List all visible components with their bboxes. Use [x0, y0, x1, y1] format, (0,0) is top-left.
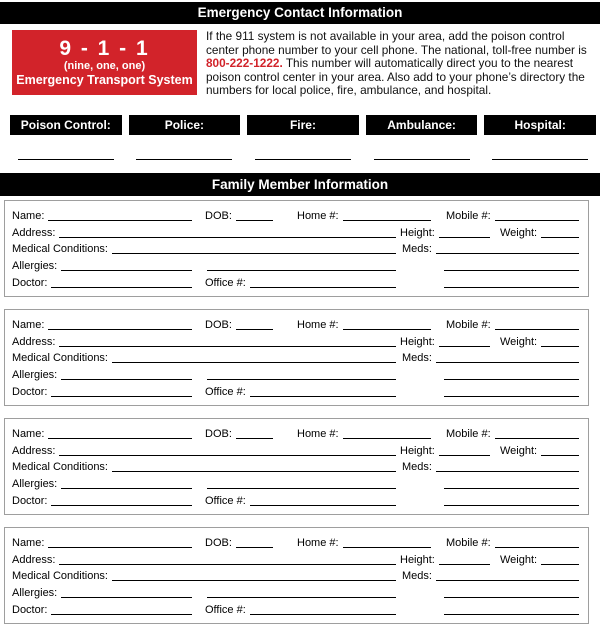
mobile-phone-label: Mobile #:	[446, 209, 491, 222]
doctor-field	[12, 604, 192, 617]
name-label: Name:	[12, 209, 45, 222]
weight-label: Weight:	[500, 444, 538, 457]
address-label: Address:	[12, 553, 56, 566]
address-field	[12, 227, 396, 240]
home-phone-label: Home #:	[297, 318, 339, 331]
meds-continuation-fill-line	[444, 487, 579, 489]
home-phone-label: Home #:	[297, 536, 339, 549]
medical-conditions-fill-line	[112, 579, 396, 581]
weight-fill-line	[541, 236, 579, 238]
allergies-field	[12, 260, 192, 273]
meds-continuation-field	[444, 596, 579, 600]
address-label: Address:	[12, 226, 56, 239]
meds-continuation-fill-line	[444, 378, 579, 380]
member-row-5	[12, 491, 579, 508]
hospital-fill-cell	[484, 158, 596, 160]
member-row-5	[12, 382, 579, 399]
poison-control-fill-line	[18, 158, 114, 160]
office-phone-label: Office #:	[205, 494, 246, 507]
doctor-fill-line	[51, 613, 192, 615]
weight-fill-line	[541, 345, 579, 347]
name-label: Name:	[12, 427, 45, 440]
doctor-label: Doctor:	[12, 494, 48, 507]
allergies-field	[12, 369, 192, 382]
weight-field	[500, 554, 579, 567]
dob-field	[205, 210, 273, 223]
home-phone-label: Home #:	[297, 427, 339, 440]
dob-fill-line	[236, 219, 273, 221]
meds-continuation-fill-line-2	[444, 286, 579, 288]
member-row-1	[12, 206, 579, 223]
poison-control-instructions	[206, 30, 592, 98]
name-field	[12, 210, 192, 223]
fire-fill-line	[255, 158, 351, 160]
911-info-box	[12, 30, 197, 95]
allergies-label: Allergies:	[12, 587, 58, 600]
mobile-phone-label: Mobile #:	[446, 427, 491, 440]
medical-conditions-field	[12, 461, 396, 474]
meds-continuation-field	[444, 378, 579, 382]
meds-continuation-fill-line-2	[444, 504, 579, 506]
member-row-2	[12, 332, 579, 349]
address-fill-line	[59, 563, 396, 565]
medical-conditions-fill-line	[112, 361, 396, 363]
meds-continuation-fill-line	[444, 269, 579, 271]
weight-field	[500, 445, 579, 458]
police-fill-cell	[129, 158, 241, 160]
height-label: Height:	[400, 335, 435, 348]
weight-fill-line	[541, 563, 579, 565]
member-row-2	[12, 223, 579, 240]
address-field	[12, 445, 396, 458]
911-system-name: Emergency Transport System	[16, 73, 193, 87]
address-field	[12, 336, 396, 349]
member-row-3	[12, 240, 579, 257]
contact-label-poison-control: Poison Control:	[10, 115, 122, 135]
office-phone-field	[205, 386, 396, 399]
member-row-4	[12, 365, 579, 382]
office-phone-field	[205, 604, 396, 617]
meds-fill-line	[436, 361, 579, 363]
meds-field	[402, 352, 579, 365]
emergency-contact-fill-row	[10, 158, 596, 160]
name-field	[12, 428, 192, 441]
home-phone-field	[297, 210, 431, 223]
police-fill-line	[136, 158, 232, 160]
ambulance-fill-line	[374, 158, 470, 160]
medical-conditions-field	[12, 243, 396, 256]
home-phone-fill-line	[343, 328, 431, 330]
meds-continuation-field-2	[444, 613, 579, 617]
allergies-continuation-field	[207, 269, 396, 273]
height-fill-line	[439, 454, 490, 456]
911-number: 9 - 1 - 1	[59, 37, 150, 60]
office-phone-fill-line	[250, 395, 396, 397]
doctor-field	[12, 495, 192, 508]
meds-field	[402, 243, 579, 256]
name-fill-line	[48, 219, 192, 221]
meds-field	[402, 570, 579, 583]
mobile-phone-field	[446, 428, 579, 441]
weight-fill-line	[541, 454, 579, 456]
emergency-contact-labels-row	[10, 115, 596, 135]
home-phone-fill-line	[343, 219, 431, 221]
instructions-text-after: This number will automatically direct you to the nearest poison control center in your area. Also add to your phone’s directory the numbers for local police, fire, ambulance, and hospital.	[206, 56, 585, 98]
dob-fill-line	[236, 546, 273, 548]
name-label: Name:	[12, 318, 45, 331]
meds-label: Meds:	[402, 461, 432, 474]
allergies-fill-line	[61, 487, 192, 489]
name-fill-line	[48, 437, 192, 439]
member-row-1	[12, 424, 579, 441]
member-row-4	[12, 256, 579, 273]
address-label: Address:	[12, 335, 56, 348]
allergies-field	[12, 478, 192, 491]
family-member-block	[4, 527, 589, 624]
medical-conditions-label: Medical Conditions:	[12, 461, 108, 474]
office-phone-fill-line	[250, 286, 396, 288]
office-phone-fill-line	[250, 504, 396, 506]
weight-label: Weight:	[500, 335, 538, 348]
mobile-phone-field	[446, 319, 579, 332]
doctor-field	[12, 277, 192, 290]
meds-continuation-field	[444, 487, 579, 491]
office-phone-fill-line	[250, 613, 396, 615]
address-fill-line	[59, 236, 396, 238]
medical-conditions-fill-line	[112, 470, 396, 472]
office-phone-label: Office #:	[205, 385, 246, 398]
office-phone-field	[205, 495, 396, 508]
member-row-4	[12, 474, 579, 491]
medical-conditions-fill-line	[112, 252, 396, 254]
height-label: Height:	[400, 444, 435, 457]
height-field	[400, 445, 490, 458]
allergies-continuation-field	[207, 378, 396, 382]
name-fill-line	[48, 328, 192, 330]
weight-label: Weight:	[500, 553, 538, 566]
allergies-label: Allergies:	[12, 369, 58, 382]
home-phone-fill-line	[343, 437, 431, 439]
allergies-continuation-fill-line	[207, 269, 396, 271]
doctor-label: Doctor:	[12, 276, 48, 289]
member-row-2	[12, 441, 579, 458]
doctor-label: Doctor:	[12, 603, 48, 616]
name-field	[12, 319, 192, 332]
weight-field	[500, 227, 579, 240]
medical-conditions-label: Medical Conditions:	[12, 243, 108, 256]
member-row-3	[12, 458, 579, 475]
meds-label: Meds:	[402, 352, 432, 365]
home-phone-fill-line	[343, 546, 431, 548]
emergency-info-section	[12, 30, 592, 98]
member-row-4	[12, 583, 579, 600]
dob-fill-line	[236, 437, 273, 439]
doctor-fill-line	[51, 395, 192, 397]
contact-label-ambulance: Ambulance:	[366, 115, 478, 135]
home-phone-field	[297, 428, 431, 441]
instructions-text-before: If the 911 system is not available in your area, add the poison control center phone number to your cell phone. The national, toll-free number is	[206, 29, 587, 57]
allergies-continuation-fill-line	[207, 378, 396, 380]
mobile-phone-field	[446, 210, 579, 223]
allergies-fill-line	[61, 378, 192, 380]
meds-field	[402, 461, 579, 474]
medical-conditions-label: Medical Conditions:	[12, 352, 108, 365]
doctor-label: Doctor:	[12, 385, 48, 398]
allergies-label: Allergies:	[12, 260, 58, 273]
mobile-phone-fill-line	[495, 219, 579, 221]
allergies-fill-line	[61, 269, 192, 271]
height-label: Height:	[400, 226, 435, 239]
height-fill-line	[439, 345, 490, 347]
address-fill-line	[59, 345, 396, 347]
meds-label: Meds:	[402, 243, 432, 256]
dob-field	[205, 537, 273, 550]
member-row-5	[12, 600, 579, 617]
doctor-fill-line	[51, 504, 192, 506]
dob-fill-line	[236, 328, 273, 330]
meds-continuation-fill-line	[444, 596, 579, 598]
name-field	[12, 537, 192, 550]
home-phone-field	[297, 537, 431, 550]
meds-continuation-field-2	[444, 286, 579, 290]
meds-continuation-fill-line-2	[444, 613, 579, 615]
dob-label: DOB:	[205, 318, 232, 331]
dob-field	[205, 319, 273, 332]
mobile-phone-field	[446, 537, 579, 550]
meds-label: Meds:	[402, 570, 432, 583]
height-field	[400, 336, 490, 349]
allergies-continuation-field	[207, 487, 396, 491]
member-row-1	[12, 315, 579, 332]
doctor-fill-line	[51, 286, 192, 288]
meds-continuation-fill-line-2	[444, 395, 579, 397]
weight-field	[500, 336, 579, 349]
mobile-phone-fill-line	[495, 546, 579, 548]
911-subtitle: (nine, one, one)	[63, 60, 146, 72]
allergies-field	[12, 587, 192, 600]
mobile-phone-fill-line	[495, 437, 579, 439]
family-member-list	[0, 200, 600, 624]
member-row-5	[12, 273, 579, 290]
allergies-continuation-field	[207, 596, 396, 600]
height-fill-line	[439, 236, 490, 238]
family-member-block	[4, 309, 589, 406]
address-fill-line	[59, 454, 396, 456]
dob-field	[205, 428, 273, 441]
family-member-block	[4, 418, 589, 515]
member-row-3	[12, 567, 579, 584]
mobile-phone-label: Mobile #:	[446, 318, 491, 331]
name-fill-line	[48, 546, 192, 548]
meds-fill-line	[436, 579, 579, 581]
meds-continuation-field-2	[444, 504, 579, 508]
office-phone-label: Office #:	[205, 603, 246, 616]
meds-continuation-field-2	[444, 395, 579, 399]
address-label: Address:	[12, 444, 56, 457]
member-row-2	[12, 550, 579, 567]
address-field	[12, 554, 396, 567]
allergies-fill-line	[61, 596, 192, 598]
family-member-block	[4, 200, 589, 297]
office-phone-field	[205, 277, 396, 290]
dob-label: DOB:	[205, 536, 232, 549]
dob-label: DOB:	[205, 209, 232, 222]
allergies-continuation-fill-line	[207, 487, 396, 489]
poison-control-phone-number: 800-222-1222.	[206, 56, 283, 71]
ambulance-fill-cell	[366, 158, 478, 160]
height-label: Height:	[400, 553, 435, 566]
fire-fill-cell	[247, 158, 359, 160]
name-label: Name:	[12, 536, 45, 549]
height-field	[400, 554, 490, 567]
meds-fill-line	[436, 470, 579, 472]
height-field	[400, 227, 490, 240]
member-row-1	[12, 533, 579, 550]
contact-label-hospital: Hospital:	[484, 115, 596, 135]
mobile-phone-label: Mobile #:	[446, 536, 491, 549]
medical-conditions-field	[12, 352, 396, 365]
allergies-continuation-fill-line	[207, 596, 396, 598]
allergies-label: Allergies:	[12, 478, 58, 491]
height-fill-line	[439, 563, 490, 565]
doctor-field	[12, 386, 192, 399]
contact-label-police: Police:	[129, 115, 241, 135]
family-member-header: Family Member Information	[0, 173, 600, 196]
office-phone-label: Office #:	[205, 276, 246, 289]
home-phone-label: Home #:	[297, 209, 339, 222]
meds-continuation-field	[444, 269, 579, 273]
contact-label-fire: Fire:	[247, 115, 359, 135]
hospital-fill-line	[492, 158, 588, 160]
medical-conditions-label: Medical Conditions:	[12, 570, 108, 583]
emergency-contact-header: Emergency Contact Information	[0, 2, 600, 24]
medical-conditions-field	[12, 570, 396, 583]
weight-label: Weight:	[500, 226, 538, 239]
member-row-3	[12, 349, 579, 366]
dob-label: DOB:	[205, 427, 232, 440]
meds-fill-line	[436, 252, 579, 254]
home-phone-field	[297, 319, 431, 332]
mobile-phone-fill-line	[495, 328, 579, 330]
poison-control-fill-cell	[10, 158, 122, 160]
